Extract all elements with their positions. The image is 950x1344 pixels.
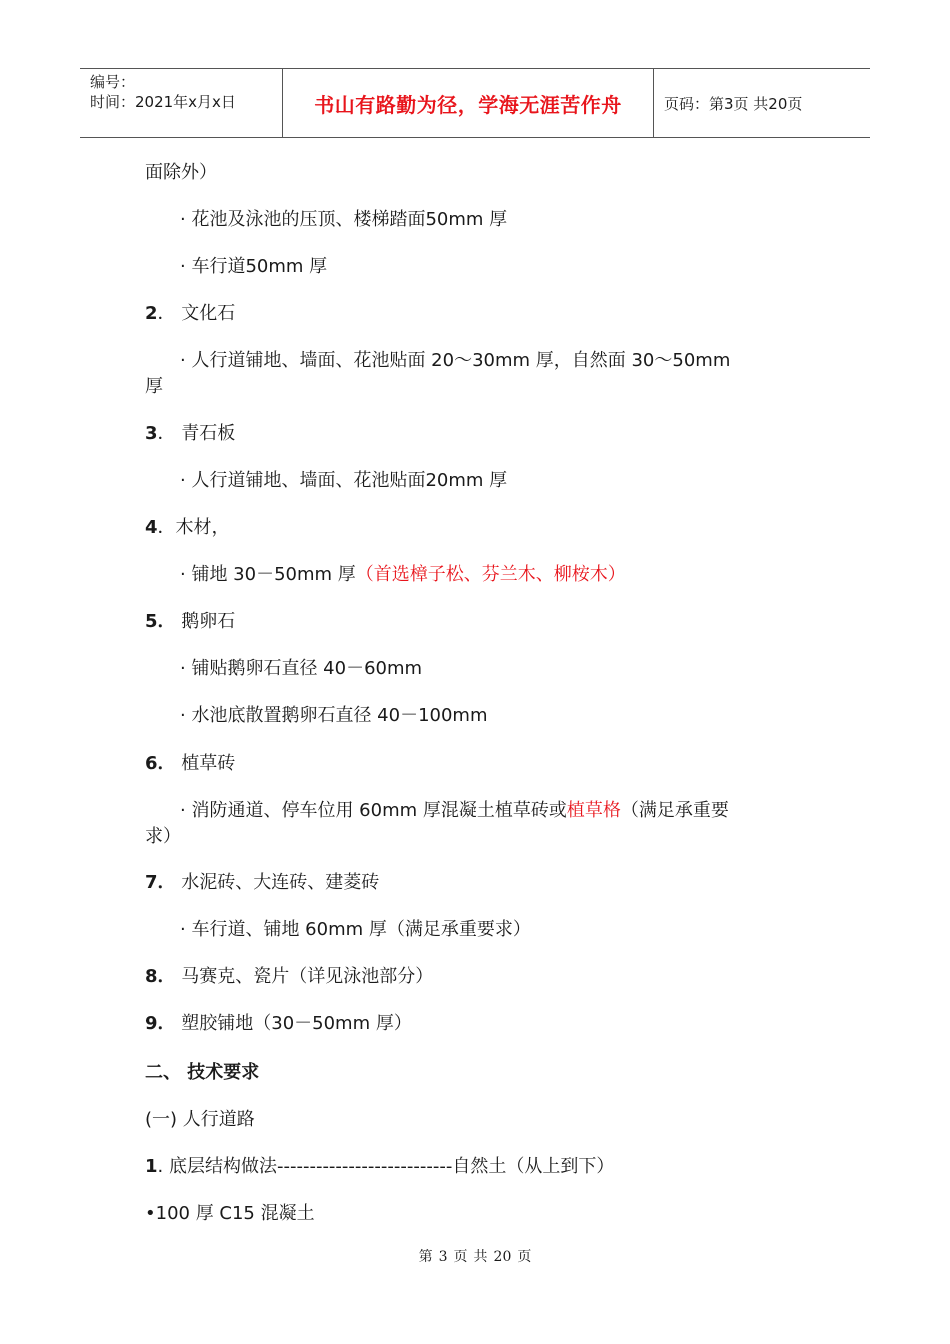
text-line: 求）	[145, 826, 181, 847]
header-meta	[80, 69, 282, 137]
section-title: ．木材，	[157, 517, 230, 538]
text-line: •100 厚 C15 混凝土	[145, 1203, 315, 1224]
bullet-line	[180, 796, 729, 822]
footer-text: 第	[418, 1249, 433, 1265]
page-footer	[0, 1246, 950, 1266]
section-number: 2	[145, 303, 158, 324]
section-heading	[145, 962, 433, 988]
text-line: 厚	[145, 376, 163, 397]
bullet-line: · 人行道铺地、墙面、花池贴面 20～30mm 厚，自然面 30～50mm	[180, 350, 731, 371]
section-number: 8．	[145, 966, 176, 987]
section-title: 塑胶铺地（30－50mm 厚）	[175, 1013, 412, 1034]
bullet-line: · 车行道50mm 厚	[180, 256, 328, 277]
section-title: 马赛克、瓷片（详见泳池部分）	[175, 966, 434, 987]
highlight-text: 植草格	[566, 800, 621, 821]
section-title: ． 文化石	[157, 303, 236, 324]
section-heading	[145, 299, 235, 325]
section-heading	[145, 513, 230, 539]
page-header	[80, 68, 870, 138]
section-number: 6．	[145, 753, 176, 774]
section-title: . 底层结构做法---------------------------自然土（从上到下）	[157, 1156, 615, 1177]
section-heading	[145, 868, 379, 894]
section-heading	[145, 1152, 614, 1178]
section-number: 3	[145, 423, 158, 444]
section-number: 5．	[145, 611, 176, 632]
section-title: 水泥砖、大连砖、建菱砖	[175, 872, 380, 893]
serial-label: 编号：	[90, 73, 136, 91]
highlight-text: （首选樟子松、芬兰木、柳桉木）	[355, 564, 626, 585]
section-number: 9．	[145, 1013, 176, 1034]
section-heading	[145, 607, 235, 633]
section-heading	[145, 419, 235, 445]
bullet-line: · 水池底散置鹅卵石直径 40－100mm	[180, 705, 488, 726]
footer-text: 共	[473, 1249, 488, 1265]
footer-text: 页	[453, 1249, 468, 1265]
section-title: 植草砖	[175, 753, 236, 774]
bullet-text: （满足承重要	[620, 800, 729, 821]
section-title: 鹅卵石	[175, 611, 236, 632]
footer-text: 页	[517, 1249, 532, 1265]
text-line: 面除外）	[145, 162, 217, 183]
section-heading	[145, 1009, 412, 1035]
subsection-heading: (一) 人行道路	[145, 1109, 255, 1130]
bullet-line: · 人行道铺地、墙面、花池贴面20mm 厚	[180, 470, 508, 491]
chapter-heading: 二、 技术要求	[145, 1062, 260, 1083]
footer-total-number: 20	[493, 1249, 512, 1265]
section-number: 4	[145, 517, 158, 538]
section-number: 7．	[145, 872, 176, 893]
bullet-text: · 铺地 30－50mm 厚	[180, 564, 356, 585]
header-page-code: 页码：第3页 共20页	[664, 94, 803, 113]
bullet-line: · 铺贴鹅卵石直径 40－60mm	[180, 658, 423, 679]
bullet-line	[180, 560, 626, 586]
bullet-text: · 消防通道、停车位用 60mm 厚混凝土植草砖或	[180, 800, 567, 821]
section-heading	[145, 749, 235, 775]
bullet-line: · 车行道、铺地 60mm 厚（满足承重要求）	[180, 919, 531, 940]
bullet-line: · 花池及泳池的压顶、楼梯踏面50mm 厚	[180, 209, 508, 230]
time-label: 时间：2021年x月x日	[90, 93, 236, 111]
footer-page-number: 3	[438, 1249, 448, 1265]
section-number: 1	[145, 1156, 158, 1177]
header-motto: 书山有路勤为径，学海无涯苦作舟	[282, 69, 654, 137]
section-title: ． 青石板	[157, 423, 236, 444]
